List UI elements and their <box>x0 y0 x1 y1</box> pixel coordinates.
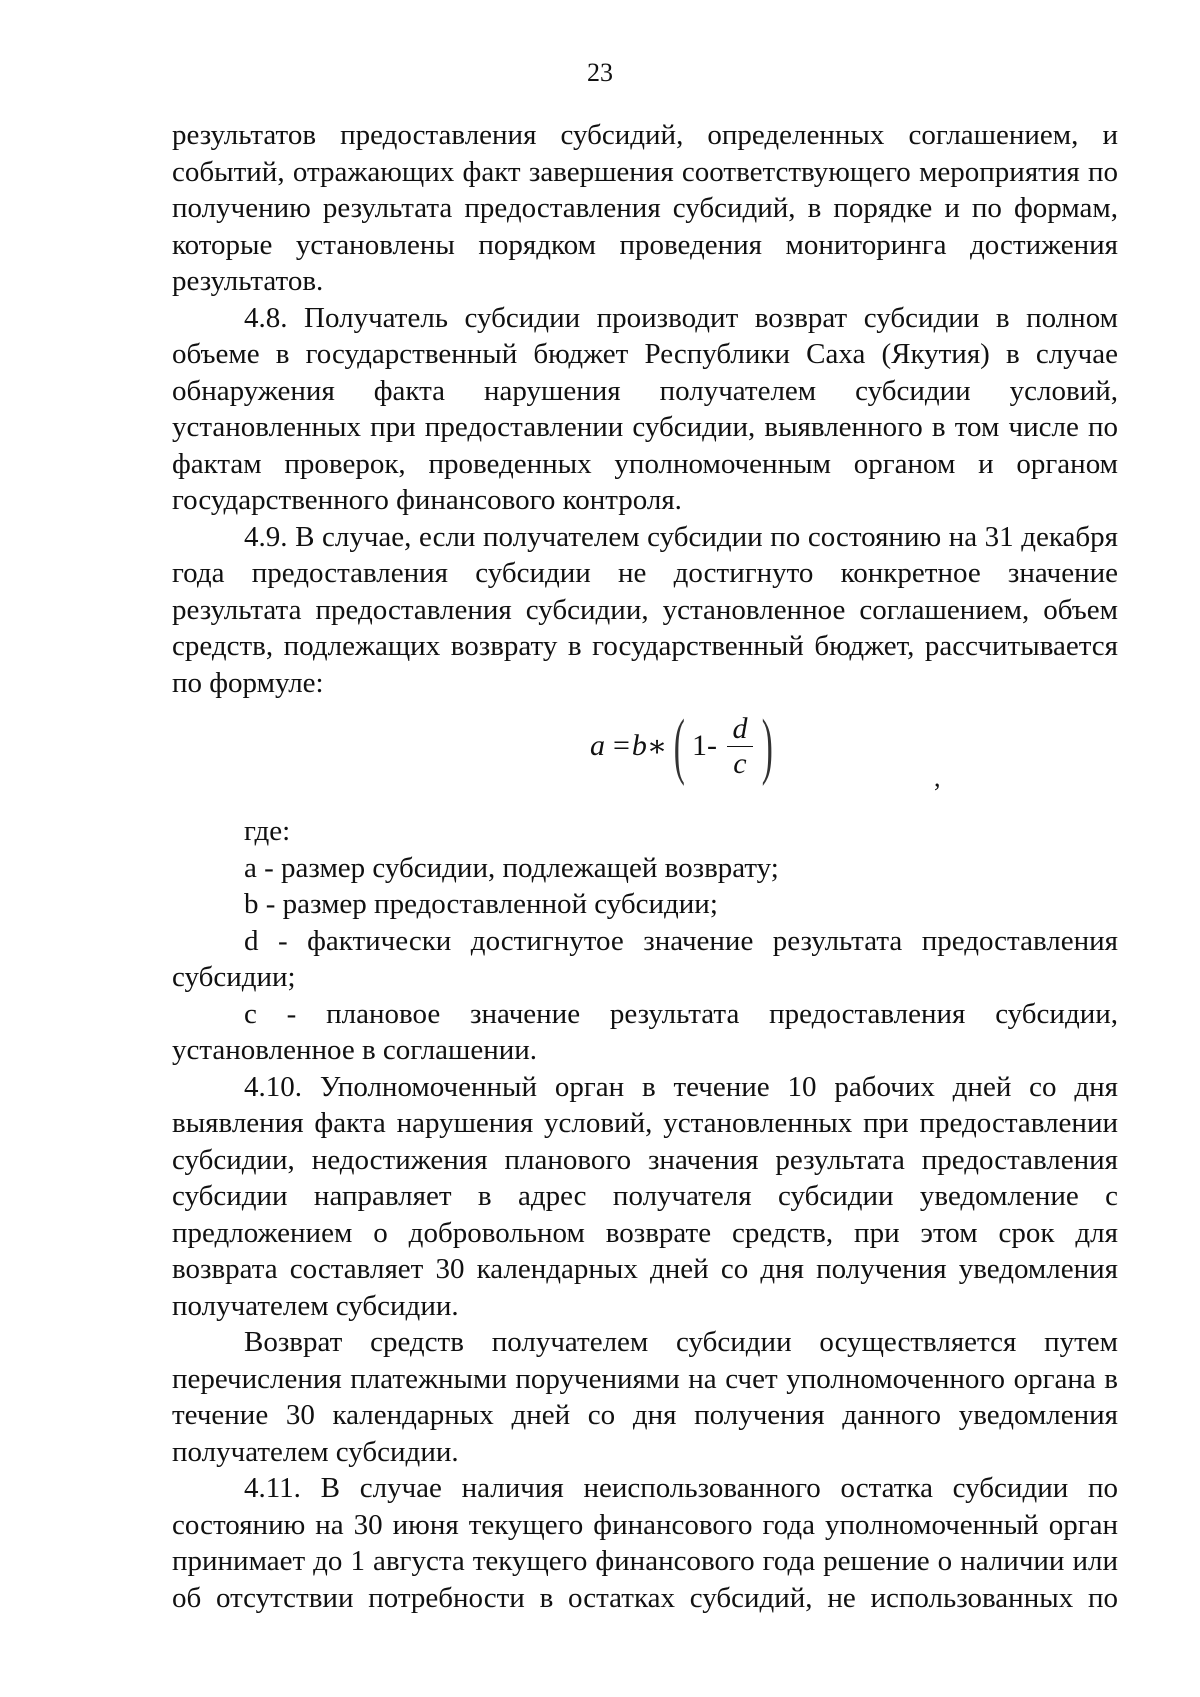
formula-equals: = <box>613 729 630 762</box>
paragraphs-top <box>172 117 1118 701</box>
paragraph-4-10: 4.10. Уполномоченный орган в течение 10 рабочих дней со дня выявления факта нарушения условий, установленных при предоставлении субсидии, недостижения планового значения результата предоставления субсидии направляет в адрес получателя субсидии уведомление с предложением о добровольном возврате средств, при этом срок для возврата составляет 30 календарных дней со дня получения уведомления получателем субсидии. <box>172 1070 1118 1322</box>
paragraphs-bottom <box>172 813 1118 1616</box>
formula-lhs: a <box>590 729 605 762</box>
right-paren: ) <box>761 705 773 787</box>
paragraph-4-11: 4.11. В случае наличия неиспользованного остатка субсидии по состоянию на 30 июня текущего финансового года уполномоченный орган принимает до 1 августа текущего финансового года решение о наличии или об отсутствии потребности в остатках субсидий, не использованных по <box>172 1472 1118 1614</box>
formula-block <box>172 701 1118 813</box>
paragraph-4-8: 4.8. Получатель субсидии производит возврат субсидии в полном объеме в государственный бюджет Республики Саха (Якутия) в случае обнаружения факта нарушения получателем субсидии условий, установленных при предоставлении субсидии, выявленного в том числе по фактам проверок, проведенных уполномоченным органом и органом государственного финансового контроля. <box>172 301 1118 516</box>
paragraph-return: Возврат средств получателем субсидии осуществляется путем перечисления платежными поручениями на счет уполномоченного органа в течение 30 календарных дней со дня получения данного уведомления получателем субсидии. <box>172 1326 1118 1468</box>
left-paren: ( <box>674 705 686 787</box>
formula <box>590 701 780 791</box>
definition-a: a - размер субсидии, подлежащей возврату; <box>244 851 779 884</box>
paragraph-4-9: 4.9. В случае, если получателем субсидии по состоянию на 31 декабря года предоставления субсидии не достигнуто конкретное значение результата предоставления субсидии, установленное соглашением, объем средств, подлежащих возврату в государственный бюджет, рассчитывается по формуле: <box>172 520 1118 699</box>
definition-b: b - размер предоставленной субсидии; <box>244 888 718 920</box>
definition-c: c - плановое значение результата предоставления субсидии, установленное в соглашении. <box>172 997 1118 1066</box>
formula-one: 1 <box>691 729 707 762</box>
page-number: 23 <box>587 58 613 87</box>
formula-b: b <box>631 729 647 762</box>
formula-minus: - <box>706 729 717 762</box>
document-body <box>172 117 1118 1616</box>
paragraph: результатов предоставления субсидий, определенных соглашением, и событий, отражающих факт завершения соответствующего мероприятия по получению результата предоставления субсидий, в порядке и по формам, которые установлены порядком проведения мониторинга достижения результатов. <box>172 119 1118 297</box>
formula-star: ∗ <box>646 729 668 763</box>
definition-d: d - фактически достигнутое значение результата предоставления субсидии; <box>172 924 1118 993</box>
formula-fraction <box>727 712 753 781</box>
formula-denominator: c <box>733 746 747 780</box>
where-label: где: <box>244 815 291 847</box>
formula-numerator: d <box>732 711 748 745</box>
formula-comma: , <box>934 763 941 792</box>
